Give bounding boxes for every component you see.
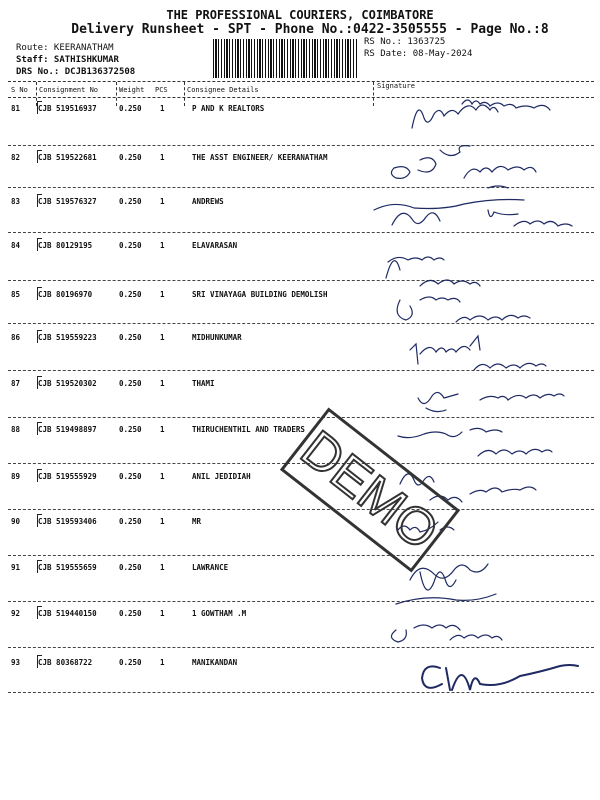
signature (391, 146, 470, 179)
pieces: 1 (160, 153, 165, 162)
weight: 0.250 (119, 333, 142, 342)
signature (488, 210, 572, 226)
serial-number: 84 (11, 241, 21, 250)
signature (464, 166, 536, 188)
consignment-number: CJB 80196970 (38, 290, 93, 299)
consignee-name: P AND K REALTORS (192, 104, 265, 113)
pieces: 1 (160, 425, 165, 434)
signature (374, 200, 524, 226)
rs-date: RS Date: 08-May-2024 (364, 49, 473, 59)
consignment-number: CJB 80129195 (38, 241, 93, 250)
consignment-number: CJB 519576327 (38, 197, 97, 206)
consignment-number: CJB 519440150 (38, 609, 97, 618)
consignment-number: CJB 519520302 (38, 379, 97, 388)
serial-number: 90 (11, 517, 21, 526)
weight: 0.250 (119, 472, 142, 481)
serial-number: 82 (11, 153, 21, 162)
consignment-number: CJB 519498897 (38, 425, 97, 434)
pieces: 1 (160, 104, 165, 113)
pieces: 1 (160, 472, 165, 481)
consignment-number: CJB 519559223 (38, 333, 97, 342)
signature (422, 665, 578, 690)
weight: 0.250 (119, 290, 142, 299)
signature (418, 392, 458, 411)
consignment-number: CJB 80368722 (38, 658, 93, 667)
signature (478, 449, 552, 456)
consignee-name: ANIL JEDIDIAH (192, 472, 251, 481)
pieces: 1 (160, 517, 165, 526)
serial-number: 89 (11, 472, 21, 481)
consignee-name: SRI VINAYAGA BUILDING DEMOLISH (192, 290, 328, 299)
signature (410, 336, 480, 364)
weight: 0.250 (119, 379, 142, 388)
serial-number: 86 (11, 333, 21, 342)
demo-stamp-text: DEMO (290, 419, 449, 562)
pieces: 1 (160, 379, 165, 388)
signature (450, 635, 502, 640)
consignee-name: MIDHUNKUMAR (192, 333, 242, 342)
pieces: 1 (160, 290, 165, 299)
consignee-name: LAWRANCE (192, 563, 229, 572)
weight: 0.250 (119, 241, 142, 250)
rs-number: RS No.: 1363725 (364, 37, 446, 47)
signature (412, 105, 498, 128)
pieces: 1 (160, 658, 165, 667)
serial-number: 91 (11, 563, 21, 572)
consignee-name: THAMI (192, 379, 215, 388)
runsheet-subtitle: Delivery Runsheet - SPT - Phone No.:0422-3505555 - Page No.:8 (71, 22, 549, 37)
col-header-pcs: PCS (155, 86, 168, 94)
col-header-consignment: Consignment No (39, 86, 99, 94)
staff-label: Staff: SATHISHKUMAR (16, 55, 119, 65)
serial-number: 85 (11, 290, 21, 299)
weight: 0.250 (119, 609, 142, 618)
drs-number: DRS No.: DCJB136372508 (16, 67, 136, 77)
consignee-name: ANDREWS (192, 197, 224, 206)
signature (388, 257, 480, 286)
consignee-name: THIRUCHENTHIL AND TRADERS (192, 425, 305, 434)
consignment-number: CJB 519522681 (38, 153, 97, 162)
pieces: 1 (160, 563, 165, 572)
col-header-consignee: Consignee Details (187, 86, 259, 94)
signature (398, 428, 502, 437)
serial-number: 83 (11, 197, 21, 206)
weight: 0.250 (119, 104, 142, 113)
consignee-name: MR (192, 517, 202, 526)
pieces: 1 (160, 241, 165, 250)
pieces: 1 (160, 609, 165, 618)
route-label: Route: KEERANATHAM (16, 43, 114, 53)
demo-stamp (282, 410, 458, 571)
consignee-name: MANIKANDAN (192, 658, 238, 667)
signature (397, 297, 460, 320)
signature (480, 394, 564, 400)
signature (456, 315, 530, 322)
pieces: 1 (160, 333, 165, 342)
consignment-number: CJB 519516937 (38, 104, 97, 113)
weight: 0.250 (119, 658, 142, 667)
serial-number: 81 (11, 104, 21, 113)
weight: 0.250 (119, 197, 142, 206)
consignee-name: 1 GOWTHAM .M (192, 609, 247, 618)
consignee-name: THE ASST ENGINEER/ KEERANATHAM (192, 153, 328, 162)
col-header-signature: Signature (377, 82, 415, 90)
signature (474, 363, 546, 370)
col-header-sno: S No (11, 86, 28, 94)
consignment-number: CJB 519593406 (38, 517, 97, 526)
consignee-name: ELAVARASAN (192, 241, 238, 250)
pieces: 1 (160, 197, 165, 206)
consignment-number: CJB 519555659 (38, 563, 97, 572)
weight: 0.250 (119, 425, 142, 434)
weight: 0.250 (119, 517, 142, 526)
serial-number: 92 (11, 609, 21, 618)
company-title: THE PROFESSIONAL COURIERS, COIMBATORE (166, 8, 434, 22)
weight: 0.250 (119, 563, 142, 572)
weight: 0.250 (119, 153, 142, 162)
serial-number: 87 (11, 379, 21, 388)
serial-number: 88 (11, 425, 21, 434)
serial-number: 93 (11, 658, 21, 667)
col-header-weight: Weight (119, 86, 145, 94)
signature (386, 261, 400, 278)
consignment-number: CJB 519555929 (38, 472, 97, 481)
